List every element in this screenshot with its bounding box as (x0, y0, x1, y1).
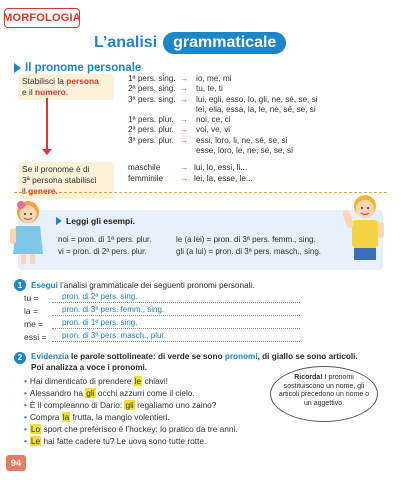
exercise-instruction: Poi analizza a voce i pronomi. (31, 362, 148, 372)
sentence (24, 436, 206, 446)
exercise-word: tu = (24, 293, 39, 303)
title-part1: L’analisi (94, 34, 158, 51)
reminder-bubble (270, 366, 378, 422)
exercise-number: 2 (14, 352, 26, 364)
pronoun-label: 3ª pers. plur. (128, 135, 174, 145)
exercise-word: essi = (24, 332, 47, 342)
examples-title: Leggi gli esempi. (66, 216, 135, 226)
gender-label: maschile (128, 163, 161, 172)
exercise-instruction: le parole sottolineate: di verde se sono (68, 352, 225, 361)
rule-keyword-persona: persona (66, 76, 99, 86)
highlight-word[interactable]: gli (86, 388, 95, 398)
pronoun-row (128, 115, 336, 125)
exercise-number: 1 (14, 279, 26, 291)
sentence (24, 424, 238, 434)
pronoun-table (128, 74, 336, 156)
right-arrow-icon: → (180, 84, 188, 94)
sentence-text: chiavi! (142, 376, 168, 386)
rule-text: il (22, 186, 29, 196)
down-arrow-icon (46, 98, 48, 150)
right-arrow-icon: → (180, 125, 188, 135)
example-item: noi = pron. di 1ª pers. plur. (58, 235, 152, 244)
answer-field[interactable]: pron. di 1ª pers. sing. (52, 317, 300, 329)
rule-text: . (55, 186, 58, 196)
examples-heading (56, 216, 135, 226)
section-title: Il pronome personale (25, 62, 142, 74)
right-arrow-icon: → (180, 174, 189, 183)
pronoun-label: 3ª pers. sing. (128, 94, 176, 104)
gender-values: lei, la, esse, le... (194, 174, 253, 183)
exercise-instruction: , di giallo se sono articoli. (257, 352, 358, 361)
example-item: le (a lei) = pron. di 3ª pers. femm., sing. (176, 235, 316, 244)
sentence-text: hai fatte cadere tu? Le uova sono tutte rotte. (41, 436, 207, 446)
pronoun-values: voi, ve, vi (196, 125, 231, 135)
pronoun-values: lui, egli, esso, lo, gli, ne, sé, se, si (196, 94, 318, 104)
answer-field[interactable]: pron. di 3ª pers. femm., sing. (52, 304, 300, 316)
gender-values: lui, lo, essi, li... (194, 163, 248, 172)
highlight-word[interactable]: la (62, 412, 70, 422)
pronoun-row (128, 125, 336, 135)
sentence (24, 376, 168, 386)
page-title (88, 32, 286, 54)
exercise-word: me = (24, 319, 44, 329)
divider (14, 192, 387, 193)
exercise-word: la = (24, 306, 38, 316)
example-item: vi = pron. di 2ª pers. plur. (58, 247, 147, 256)
exercise1-row (24, 303, 300, 316)
reminder-text: I pronomi sostituiscono un nome, gli articoli precedono un nome o un aggettivo. (278, 374, 370, 407)
highlight-word[interactable]: Le (30, 436, 41, 446)
right-arrow-icon: → (180, 163, 189, 172)
triangle-bullet-icon (14, 63, 21, 73)
pronoun-values: io, me, mi (196, 74, 232, 83)
bullet-icon: • (24, 412, 27, 422)
section-tag: MORFOLOGIA (4, 8, 80, 28)
pronoun-values: lei, ella, essa, la, le, ne, sé, se, si (196, 104, 316, 114)
gender-row (128, 173, 253, 184)
bullet-icon: • (24, 388, 27, 398)
sentence-text: regaliamo uno zaino? (134, 400, 217, 410)
sentence-text: È il compleanno di Dario: (29, 400, 125, 410)
answer-field[interactable]: pron. di 2ª pers. sing. (52, 291, 300, 303)
answer-field[interactable]: pron. di 3ª pers. masch., plur. (52, 330, 300, 342)
rule-text: Se il pronome è di (22, 164, 90, 174)
pronoun-values: noi, ce, ci (196, 115, 231, 125)
highlight-word[interactable]: gli (125, 400, 134, 410)
sentence (24, 400, 216, 410)
examples-box (18, 210, 383, 270)
gender-row (128, 162, 253, 173)
title-part2: grammaticale (163, 32, 286, 54)
pronoun-row (128, 74, 336, 84)
rule-box-gender (18, 162, 114, 199)
highlight-word[interactable]: le (134, 376, 142, 386)
right-arrow-icon: → (180, 74, 188, 83)
bullet-icon: • (24, 376, 27, 386)
rule-keyword-genere: genere (28, 186, 56, 196)
right-arrow-icon: → (180, 115, 188, 125)
page-number: 94 (6, 455, 26, 471)
keyword-pronomi: pronomi (224, 352, 258, 361)
exercise-instruction: l’analisi grammaticale dei seguenti pronomi personali. (57, 280, 255, 290)
girl-illustration (8, 196, 48, 268)
bullet-icon: • (24, 436, 27, 446)
sentence-text: Alessandro ha (29, 388, 86, 398)
sentence (24, 388, 195, 398)
rule-keyword-numero: numero (35, 87, 66, 97)
gender-label: femminile (128, 174, 164, 183)
pronoun-row (128, 105, 336, 115)
pronoun-row (128, 136, 336, 146)
sentence-text: Hai dimenticato di prendere (29, 376, 134, 386)
sentence-text: frutta, la mangio volentieri. (70, 412, 170, 422)
exercise1-row (24, 316, 300, 329)
boy-illustration (342, 190, 388, 270)
section-heading (14, 62, 141, 74)
example-item: gli (a lui) = pron. di 3ª pers. masch., sing. (176, 247, 322, 256)
sentence-text: Compra (29, 412, 62, 422)
exercise-verb: Esegui (31, 280, 58, 290)
bullet-icon: • (24, 400, 27, 410)
pronoun-label: 2ª pers. plur. (128, 125, 174, 135)
reminder-title: Ricorda! (294, 374, 323, 381)
highlight-word[interactable]: Lo (30, 424, 41, 434)
exercise1-row (24, 329, 300, 342)
pronoun-row (128, 84, 336, 94)
pronoun-label: 1ª pers. sing. (128, 74, 176, 83)
sentence (24, 412, 170, 422)
pronoun-row (128, 146, 336, 156)
right-arrow-icon: → (180, 135, 188, 145)
gender-table (128, 162, 253, 184)
pronoun-label: 2ª pers. sing. (128, 84, 176, 94)
pronoun-values: essi, loro, li, ne, sé, se, si (196, 135, 288, 145)
exercise-verb: Evidenzia (31, 352, 69, 361)
rule-text: . (65, 87, 69, 97)
exercise1-row (24, 290, 300, 303)
pronoun-label: 1ª pers. plur. (128, 115, 174, 125)
pronoun-values: esse, loro, le, ne, sé, se, si (196, 146, 293, 156)
rule-text: Stabilisci la (22, 76, 67, 86)
pronoun-values: tu, te, ti (196, 84, 223, 94)
right-arrow-icon: → (180, 94, 188, 104)
bullet-icon: • (24, 424, 27, 434)
rule-box-person (18, 74, 114, 100)
triangle-bullet-icon (56, 217, 62, 225)
rule-text: 3ª persona stabilisci (22, 175, 97, 185)
pronoun-row (128, 95, 336, 105)
sentence-text: sport che preferisco è l’hockey: lo pratico da tre anni. (41, 424, 238, 434)
sentence-text: occhi azzurri come il cielo. (95, 388, 195, 398)
rule-text: e il (22, 87, 36, 97)
